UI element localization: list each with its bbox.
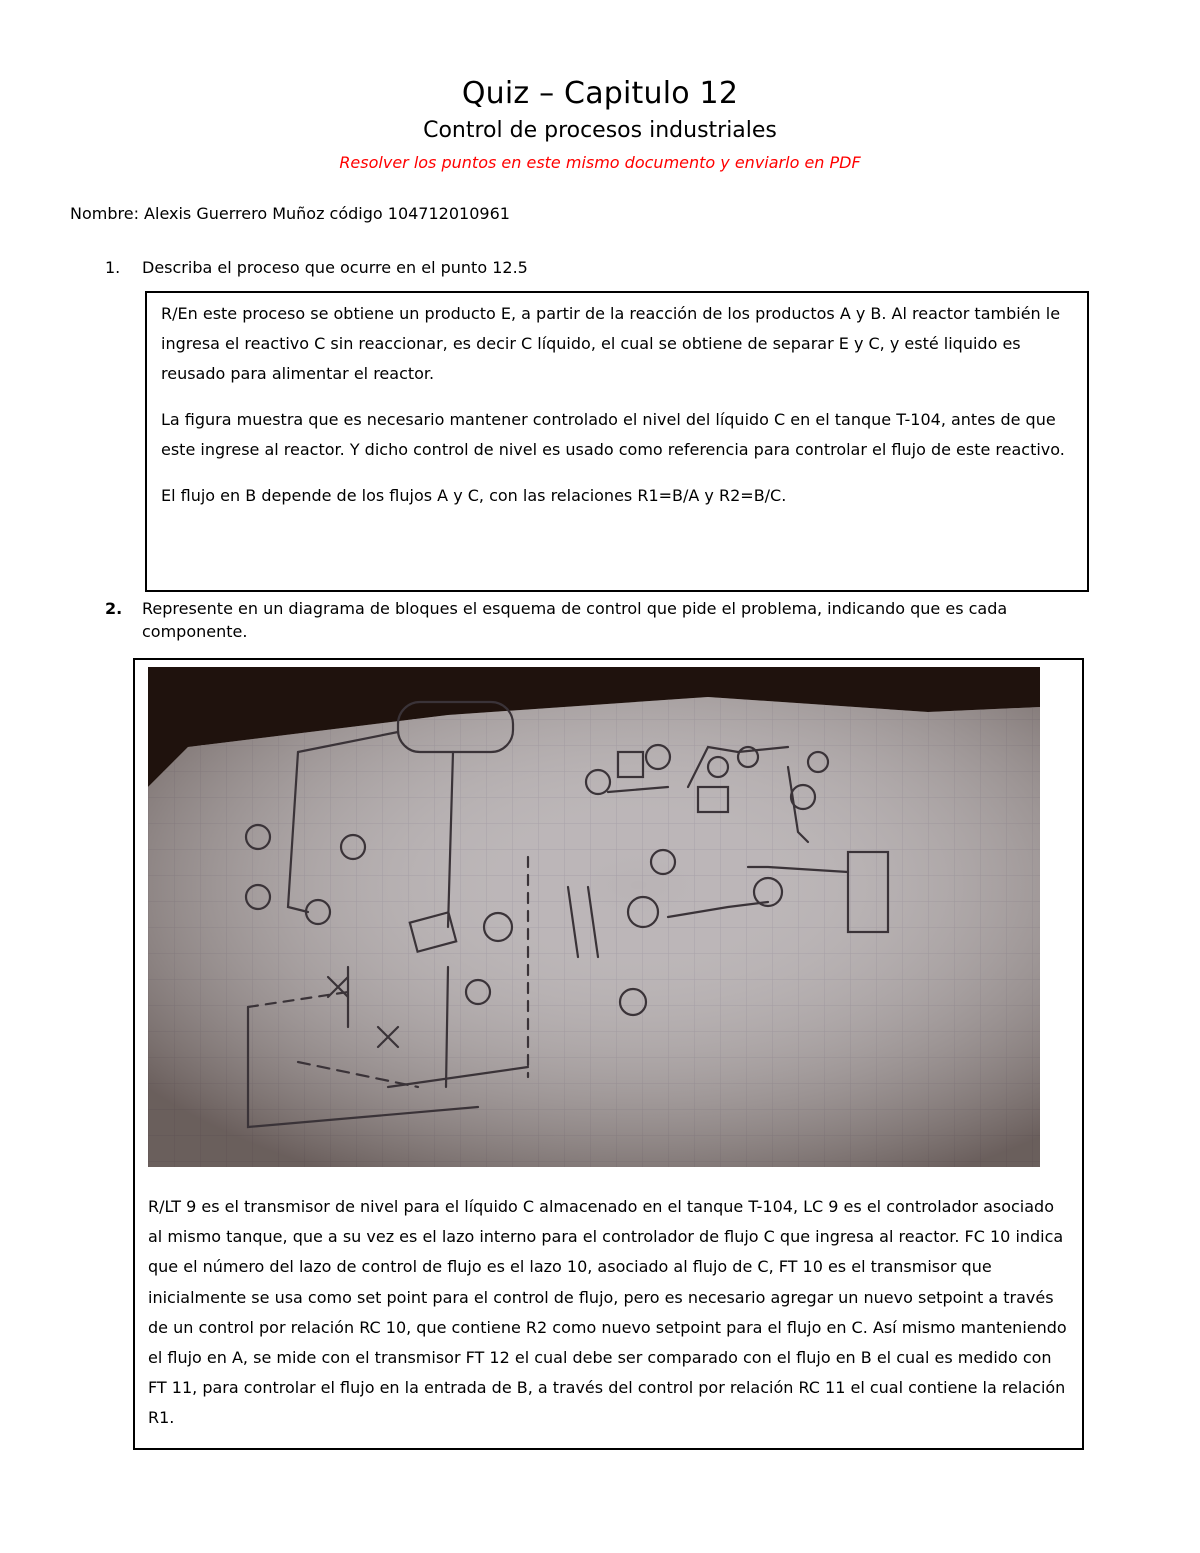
question-2 [105, 597, 1090, 643]
document-instruction: Resolver los puntos en este mismo documento y enviarlo en PDF [339, 153, 861, 172]
question-1 [105, 256, 1090, 279]
answer-paragraph: R/En este proceso se obtiene un producto E, a partir de la reacción de los productos A y B. Al reactor también le ingresa el reactivo C sin reaccionar, es decir C líquido, el cual se obtiene de separar E y C, y esté liquido es reusado para alimentar el reactor. [161, 304, 1061, 383]
student-name-line: Nombre: Alexis Guerrero Muñoz código 104712010961 [70, 204, 510, 223]
photo-illustration [148, 667, 1040, 1167]
document-subtitle: Control de procesos industriales [423, 118, 777, 143]
question-number: 2. [105, 599, 123, 618]
question-text: Describa el proceso que ocurre en el punto 12.5 [142, 258, 528, 277]
question-number: 1. [105, 258, 121, 277]
answer-paragraph: La figura muestra que es necesario mantener controlado el nivel del líquido C en el tanque T-104, antes de que este ingrese al reactor. Y dicho control de nivel es usado como referencia para controlar el flujo de este reactivo. [161, 410, 1065, 459]
answer-paragraph: El flujo en B depende de los flujos A y C, con las relaciones R1=B/A y R2=B/C. [161, 486, 787, 505]
document-title: Quiz – Capitulo 12 [461, 76, 739, 111]
hand-drawn-diagram-photo [148, 667, 1040, 1167]
question-text: Represente en un diagrama de bloques el esquema de control que pide el problema, indicando que es cada componente. [142, 599, 1008, 641]
answer-box-2-text: R/LT 9 es el transmisor de nivel para el líquido C almacenado en el tanque T-104, LC 9 es el controlador asociado al mismo tanque, que a su vez es el lazo interno para el controlador de flujo C que ingresa al reactor. FC 10 indica que el número del lazo de control de flujo es el lazo 10, asociado al flujo de C, FT 10 es el transmisor que inicialmente se usa como set point para el control de flujo, pero es necesario agregar un nuevo setpoint a través de un control por relación RC 10, que contiene R2 como nuevo setpoint para el flujo en C. Así mismo manteniendo el flujo en A, se mide con el transmisor FT 12 el cual debe ser comparado con el flujo en B el cual es medido con FT 11, para controlar el flujo en la entrada de B, a través del control por relación RC 11 el cual contiene la relación R1. [148, 1197, 1067, 1428]
answer-box-1 [145, 291, 1089, 592]
